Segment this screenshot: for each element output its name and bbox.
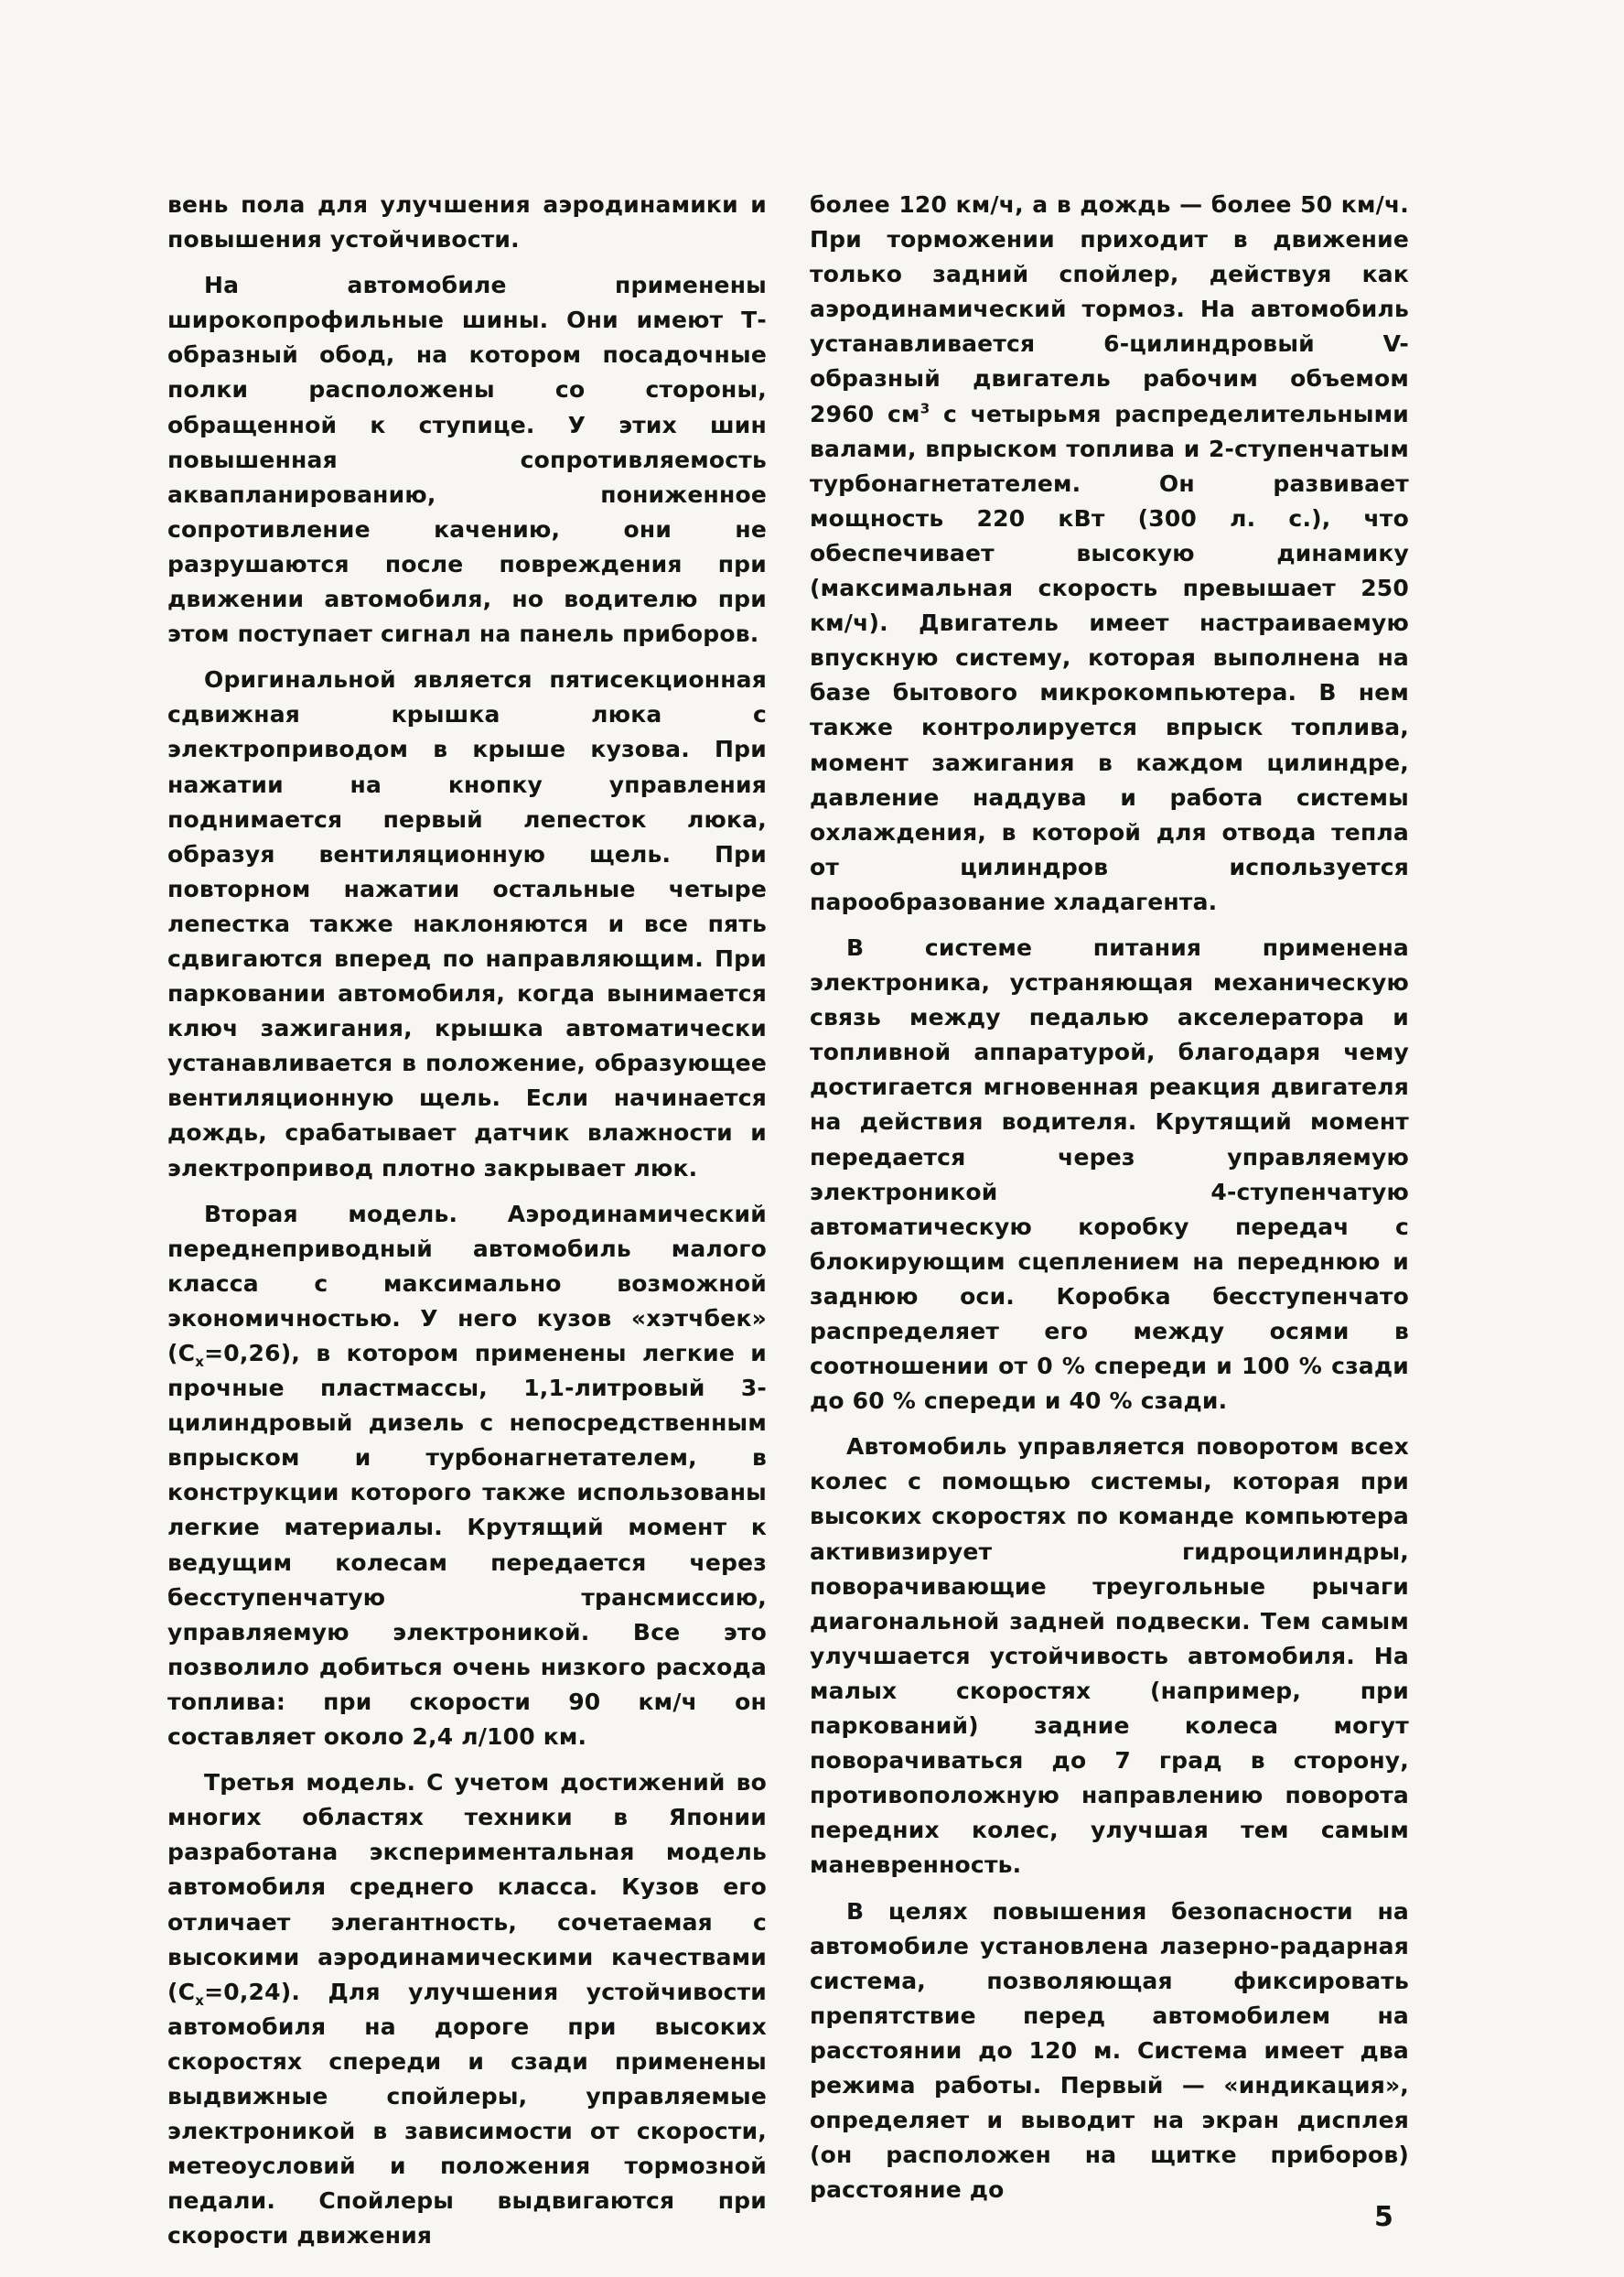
paragraph-second-model: Вторая модель. Аэродинамический переднеприводный автомобиль малого класса с максимально возможной экономичностью. У него кузов «хэтчбек» $(C_x=0,26)$, в котором применены легкие и прочные пластмассы, 1,1-литровый 3-цилиндровый дизель с непосредственным впрыском и турбонагнетателем, в конструкции которого также использованы легкие материалы. Крутящий момент к ведущим колесам передается через бесступенчатую трансмиссию, управляемую электроникой. Все это позволило добиться очень низкого расхода топлива: при скорости 90 км/ч он составляет около 2,4 л/100 км. — [167, 1200, 767, 1751]
paragraph-third-model: Третья модель. С учетом достижений во многих областях техники в Японии разработана экспериментальная модель автомобиля среднего класса. Кузов его отличает элегантность, сочетаемая с высокими аэродинамическими качествами $(C_x=0,24)$. Для улучшения устойчивости автомобиля на дороге при высоких скоростях спереди и сзади применены выдвижные спойлеры, управляемые электроникой в зависимости от скорости, метеоусловий и положения тормозной педали. Спойлеры выдвигаются при скорости движения — [167, 1769, 767, 2250]
paragraph: более 120 км/ч, а в дождь — более 50 км/ч. При торможении приходит в движение только задний спойлер, действуя как аэродинамический тормоз. На автомобиль устанавливается 6-цилиндровый V-образный двигатель рабочим объемом 2960 $см^3$ с четырьмя распределительными валами, впрыском топлива и 2-ступенчатым турбонагнетателем. Он развивает мощность 220 кВт (300 л. с.), что обеспечивает высокую динамику (максимальная скорость превышает 250 км/ч). Двигатель имеет настраиваемую впускную систему, которая выполнена на базе бытового микрокомпьютера. В нем также контролируется впрыск топлива, момент зажигания в каждом цилиндре, давление наддува и работа системы охлаждения, в которой для отвода тепла от цилиндров используется парообразование хладагента. — [810, 191, 1409, 915]
right-column — [810, 188, 1409, 2218]
section-heading: Третья модель. — [204, 1769, 416, 1797]
left-column — [167, 188, 767, 2264]
page-number: 5 — [1374, 2201, 1393, 2233]
paragraph: Автомобиль управляется поворотом всех колес с помощью системы, которая при высоких скоростях по команде компьютера активизирует гидроцилиндры, поворачивающие треугольные рычаги диагональной задней подвески. Тем самым улучшается устойчивость автомобиля. На малых скоростях (например, при паркований) задние колеса могут поворачиваться до 7 град в сторону, противоположную направлению поворота передних колес, улучшая тем самым маневренность. — [810, 1433, 1409, 1879]
paragraph: вень пола для улучшения аэродинамики и повышения устойчивости. — [167, 191, 767, 254]
paragraph: В системе питания применена электроника, устраняющая механическую связь между педалью акселератора и топливной аппаратурой, благодаря чему достигается мгновенная реакция двигателя на действия водителя. Крутящий момент передается через управляемую электроникой 4-ступенчатую автоматическую коробку передач с блокирующим сцеплением на переднюю и заднюю оси. Коробка бесступенчато распределяет его между осями в соотношении от 0 % спереди и 100 % сзади до 60 % спереди и 40 % сзади. — [810, 933, 1409, 1415]
paragraph: В целях повышения безопасности на автомобиле установлена лазерно-радарная система, позволяющая фиксировать препятствие перед автомобилем на расстоянии до 120 м. Система имеет два режима работы. Первый — «индикация», определяет и выводит на экран дисплея (он расположен на щитке приборов) расстояние до — [810, 1897, 1409, 2204]
paragraph: На автомобиле применены широкопрофильные шины. Они имеют Т-образный обод, на котором посадочные полки расположены со стороны, обращенной к ступице. У этих шин повышенная сопротивляемость аквапланированию, пониженное сопротивление качению, они не разрушаются после повреждения при движении автомобиля, но водителю при этом поступает сигнал на панель приборов. — [167, 272, 767, 648]
paragraph: Оригинальной является пятисекционная сдвижная крышка люка с электроприводом в крыше кузова. При нажатии на кнопку управления поднимается первый лепесток люка, образуя вентиляционную щель. При повторном нажатии остальные четыре лепестка также наклоняются и все пять сдвигаются вперед по направляющим. При парковании автомобиля, когда вынимается ключ зажигания, крышка автоматически устанавливается в положение, образующее вентиляционную щель. Если начинается дождь, срабатывает датчик влажности и электропривод плотно закрывает люк. — [167, 666, 767, 1182]
section-heading: Вторая модель. — [204, 1200, 458, 1227]
